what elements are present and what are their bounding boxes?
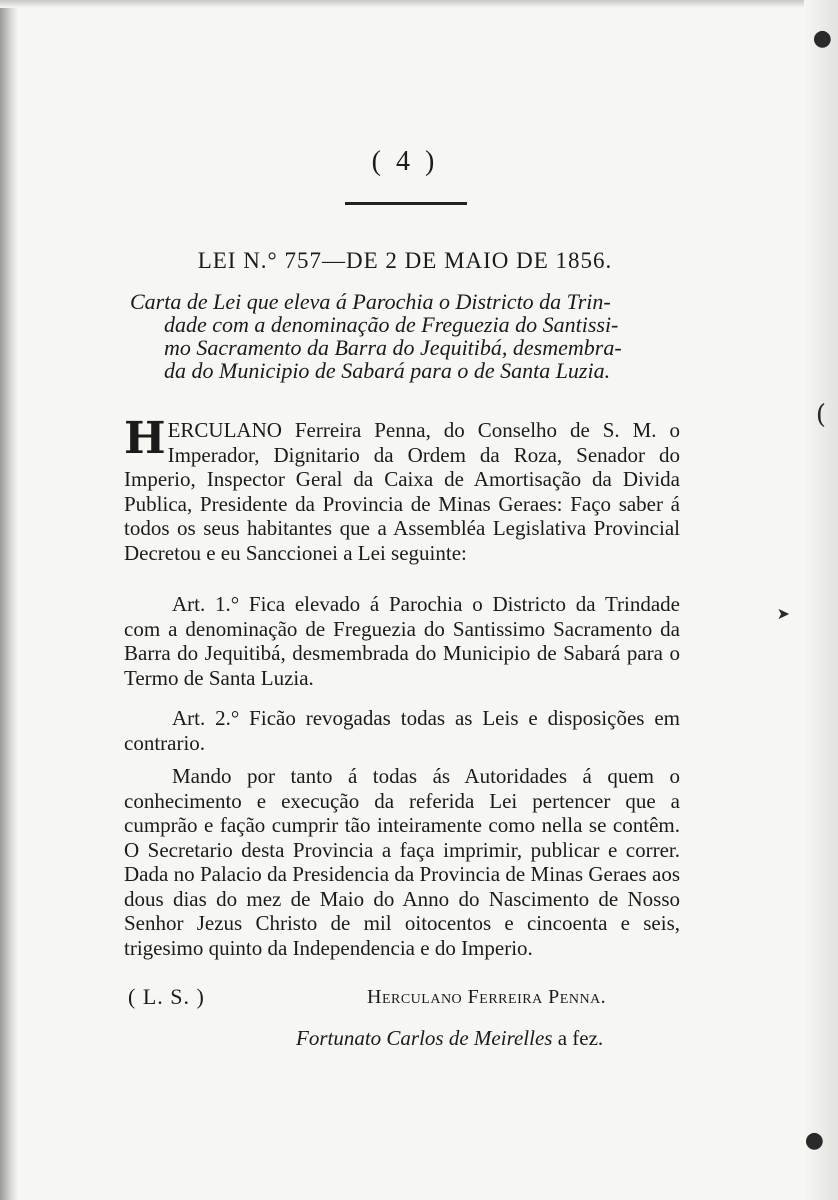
preamble-text: ERCULANO Ferreira Penna, do Conselho de S. M. o Imperador, Dignitario da Ordem da Roza, Senador do Imperio, Inspector Geral da Caixa de Amortisação da Divida Publica, Presidente da Provincia de Minas Geraes: Faço saber á todos os seus habitantes que a Assembléa Legislativa Provincial Decretou e eu Sanccionei a Lei seguinte:	[124, 418, 680, 565]
law-title: LEI N.° 757—DE 2 DE MAIO DE 1856.	[197, 248, 613, 273]
page-number: ( 4 )	[371, 146, 439, 177]
margin-ink-mark: ●	[804, 1128, 824, 1153]
countersign-name: Fortunato Carlos de Meirelles	[296, 1026, 553, 1050]
article-2: Art. 2.° Ficão revogadas todas as Leis e disposições em contrario.	[124, 706, 680, 755]
summary-line: dade com a denominação de Freguezia do Santissi-	[164, 312, 619, 337]
article-1: Art. 1.° Fica elevado á Parochia o Districto da Trindade com a denominação de Freguezia do Santissimo Sacramento da Barra do Jequitibá, desmembrada do Municipio de Sabará para o Termo de Santa Luzia.	[124, 592, 680, 690]
drop-cap: H	[124, 413, 166, 464]
page-left-edge	[0, 0, 18, 1200]
margin-ink-mark: (	[815, 400, 826, 430]
page-right-edge	[804, 0, 838, 1200]
countersignature	[296, 1026, 603, 1051]
countersign-suffix: a fez.	[552, 1026, 604, 1050]
summary-line: da do Municipio de Sabará para o de Santa Luzia.	[164, 358, 611, 383]
summary-line: mo Sacramento da Barra do Jequitibá, desmembra-	[164, 335, 622, 360]
summary-line: Carta de Lei que eleva á Parochia o Districto da Trin-	[130, 289, 611, 314]
margin-ink-mark: ●	[812, 26, 832, 51]
margin-ink-mark: ➤	[776, 604, 790, 623]
preamble-paragraph	[124, 413, 680, 565]
page-top-edge	[0, 0, 838, 8]
law-summary	[130, 290, 680, 382]
seal-mark: ( L. S. )	[128, 984, 205, 1009]
signer-name: Herculano Ferreira Penna.	[367, 986, 607, 1008]
mando-paragraph: Mando por tanto á todas ás Autoridades á quem o conhecimento e execução da referida Lei pertencer que a cumprão e fação cumprir tão inteiramente como nella se contêm. O Secretario desta Provincia a faça imprimir, publicar e correr. Dada no Palacio da Presidencia da Provincia de Minas Geraes aos dous dias do mez de Maio do Anno do Nascimento de Nosso Senhor Jezus Christo de mil oitocentos e cincoenta e seis, trigesimo quinto da Independencia e do Imperio.	[124, 764, 680, 960]
title-rule	[345, 202, 467, 205]
